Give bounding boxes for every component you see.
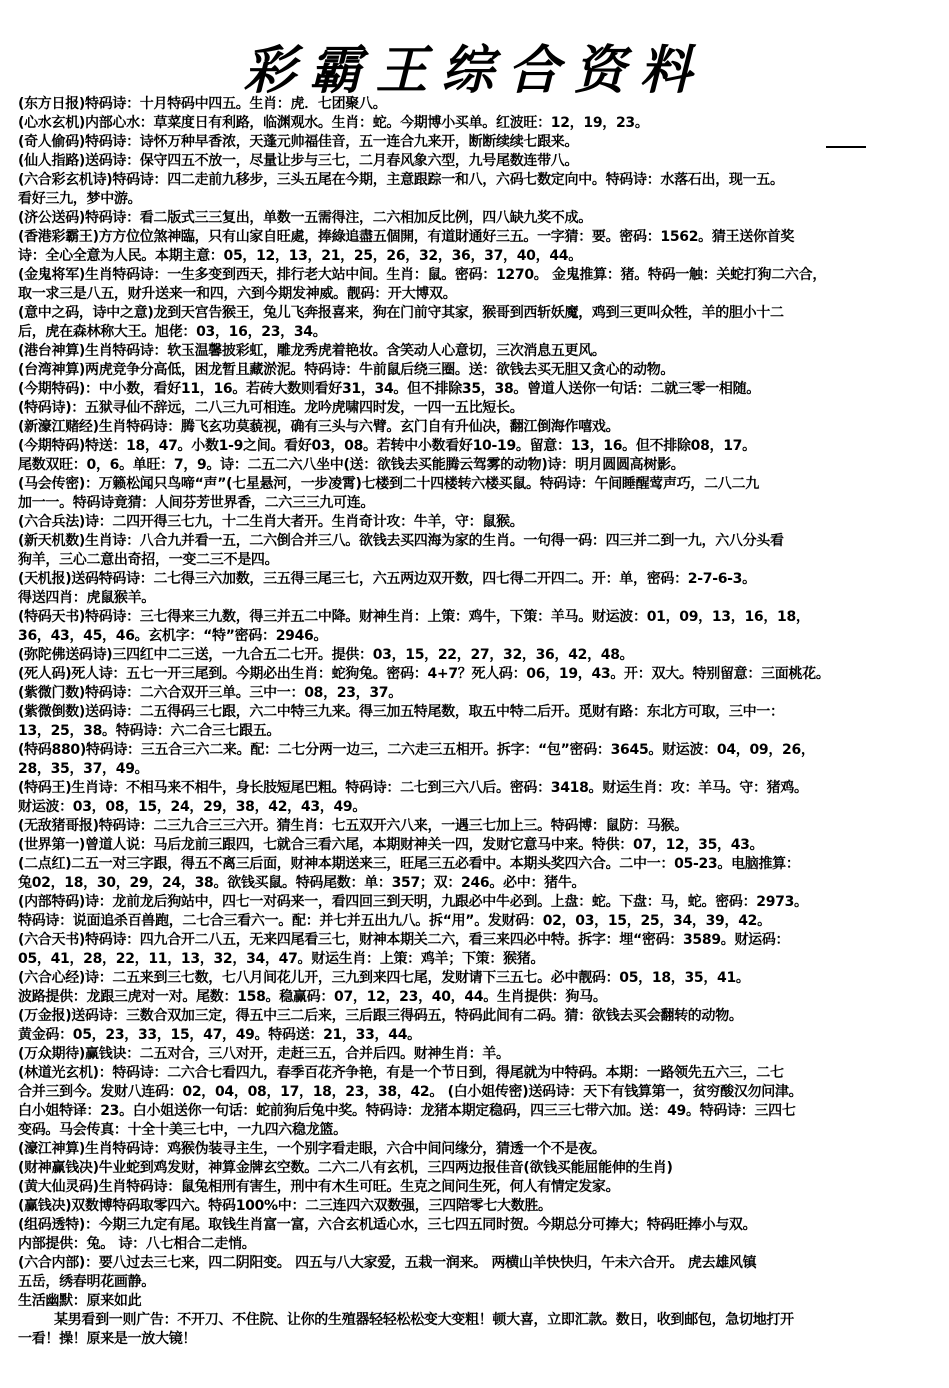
text-line: (濠江神算)生肖特码诗：鸡猴伪装寻主生，一个别字看走眼，六合中间问缘分，猜透一个不是夜。 — [18, 1141, 606, 1157]
text-line: 生活幽默：原来如此 — [18, 1293, 142, 1309]
text-line: 合并三到今。发财八连码：02，04，08，17，18，23，38，42。 (白小姐传密)送码诗：天下有钱算第一，贫穷酸汉勿问津。 — [18, 1084, 803, 1100]
text-line: (特码诗)：五狱寻仙不辞远，二八三九可相连。龙吟虎啸四时发，一四一五比短长。 — [18, 400, 524, 416]
text-line: 波路提供：龙跟三虎对一对。尾数：158。稳赢码：07，12，23，40，44。生肖提供：狗马。 — [18, 989, 607, 1005]
text-line: (六合天书)特码诗：四九合开二八五，无来四尾看三七，财神本期关二六，看三来四必中特。拆字：埋“密码：3589。财运码： — [18, 932, 790, 948]
text-line: 五岳，绣春明花画静。 — [18, 1274, 155, 1290]
text-line: 某男看到一则广告：不开刀、不住院、让你的生殖器轻轻松松变大变粗！顿大喜，立即汇款。数日，收到邮包，急切地打开 — [54, 1312, 794, 1328]
text-line: (济公送码)特码诗：看二版式三三复出，单数一五需得注，二六相加反比例，四八缺九奖不成。 — [18, 210, 592, 226]
text-line: 白小姐特译：23。白小姐送你一句话：蛇前狗后兔中奖。特码诗：龙猪本期定稳码，四三三七带六加。送：49。特码诗：三四七 — [18, 1103, 796, 1119]
text-line: (紫微门数)特码诗：二六合双开三单。三中一：08，23，37。 — [18, 685, 402, 701]
text-line: 05，41，28，22，11，13，32，34，47。财运生肖：上策：鸡羊；下策：猴猪。 — [18, 951, 545, 967]
text-line: (东方日报)特码诗：十月特码中四五。生肖：虎．七团聚八。 — [18, 96, 387, 112]
text-line: (六合内部)：要八过去三七来，四二阴阳变。 四五与八大家爱，五栽一润来。 两横山羊快快归，午未六合开。 虎去雄风镇 — [18, 1255, 757, 1271]
text-line: 13，25，38。特码诗：六二合三七跟五。 — [18, 723, 281, 739]
text-line: 黄金码：05，23，33，15，47，49。特码送：21，33，44。 — [18, 1027, 421, 1043]
text-line: (紫微倒数)送码诗：二五得码三七跟，六二中特三九来。得三加五特尾数，取五中特二后开。觅财有路：东北方可取，三中一： — [18, 704, 784, 720]
text-line: 兔02，18，30，29，24，38。欲钱买鼠。特码尾数：单：357；双：246。必中：猪牛。 — [18, 875, 586, 891]
text-line: (仙人指路)送码诗：保守四五不放一，尽量让步与三七，二月春风象六型，九号尾数连带八。 — [18, 153, 579, 169]
text-line: 诗：全心全意为人民。本期主意：05，12，13，21，25，26，32，36，37，40，44。 — [18, 248, 582, 264]
text-line: 看好三九，梦中游。 — [18, 191, 142, 207]
text-line: (马会传密)：万籁松闻只鸟啼“声”(七星悬河，一步凌霄)七楼到二十四楼转六楼买鼠。特码诗：午间睡醒莺声巧，二八二九 — [18, 476, 759, 492]
text-line: (二点红)二五一对三字跟，得五不离三后面，财神本期送来三，旺尾三五必看中。本期头奖四六合。二中一：05-23。电脑推算： — [18, 856, 800, 872]
text-line: (港台神算)生肖特码诗：软玉温馨披彩虹，雕龙秀虎着艳妆。含笑动人心意切，三次消息五更风。 — [18, 343, 606, 359]
text-line: (死人码)死人诗：五七一开三尾到。今期必出生肖：蛇狗兔。密码：4+7？死人码：06，19，43。开：双大。特别留意：三面桃花。 — [18, 666, 830, 682]
text-line: (今期特码)：中小数，看好11，16。若砖大数则看好31，34。但不排除35，38。曾道人送你一句话：二就三零一相随。 — [18, 381, 760, 397]
text-line: 财运波：03，08，15，24，29，38，42，43，49。 — [18, 799, 367, 815]
text-line: (特码天书)特码诗：三七得来三九数，得三并五二中降。财神生肖：上策：鸡牛，下策：羊马。财运波：01，09，13，16，18， — [18, 609, 810, 625]
page-title: 彩霸王综合资料 — [243, 40, 706, 101]
text-line: 加一一。特码诗竟猜：人间芬芳世界香，二六三三九可连。 — [18, 495, 375, 511]
text-line: (新天机数)生肖诗：八合九并看一五，二六倒合并三八。欲钱去买四海为家的生肖。一句得一码：四三并二到一九，六八分头看 — [18, 533, 784, 549]
text-line: (万众期待)赢钱诀：二五对合，三八对开，走赶三五，合并后四。财神生肖：羊。 — [18, 1046, 510, 1062]
text-line: (无敌猪哥报)特码诗：二三九合三三六开。猜生肖：七五双开六八来，一遇三七加上三。特码博：鼠防：马猴。 — [18, 818, 688, 834]
text-line: 特码诗：说面追杀百兽跑，二七合三看六一。配：并七并五出九八。拆“用”。发财码：02，03，15，25，34，39，42。 — [18, 913, 771, 929]
text-line: 得送四肖：虎鼠猴羊。 — [18, 590, 155, 606]
text-line: (内部特码)诗：龙前龙后狗站中，四七一对码来一，看四回三到天明，九跟必中牛必到。上盘：蛇。下盘：马，蛇。密码：2973。 — [18, 894, 808, 910]
text-line: 变码。马会传真：十全十美三七中，一九四六稳龙篮。 — [18, 1122, 347, 1138]
text-line: (台湾神算)两虎竞争分高低，困龙暂且藏淤泥。特码诗：牛前鼠后绕三圈。送：欲钱去买无胆又贪心的动物。 — [18, 362, 675, 378]
text-line: (新濠江赌经)生肖特码诗：腾飞玄功莫藐视，确有三头与六臂。玄门自有升仙决，翻江倒海作嘻戏。 — [18, 419, 620, 435]
text-line: (香港彩霸王)方方位位煞神臨，只有山家自旺處，捧綠追盡五個開，有道財通好三五。一字猜：要。密码：1562。猜王送你首奖 — [18, 229, 795, 245]
text-line: (特码王)生肖诗：不相马来不相牛，身长肢短尾巴粗。特码诗：二七到三六八后。密码：3418。财运生肖：攻：羊马。守：猪鸡。 — [18, 780, 808, 796]
text-line: 狗羊，三心二意出奇招，一变二三不是四。 — [18, 552, 279, 568]
text-line: (组码透特)：今期三九定有尾。取钱生肖富一富，六合玄机适心水，三七四五同时贺。今期总分可捧大；特码旺捧小与双。 — [18, 1217, 757, 1233]
text-line: (六合兵法)诗：二四开得三七九，十二生肖大者开。生肖奇计攻：牛羊，守：鼠猴。 — [18, 514, 524, 530]
text-line: (六合彩玄机诗)特码诗：四二走前九移步，三头五尾在今期，主意跟踪一和八，六码七数定向中。特码诗：水落石出，现一五。 — [18, 172, 784, 188]
text-line: (金鬼将军)生肖特码诗：一生多变到西天，排行老大站中间。生肖：鼠。密码：1270。 金鬼推算：猪。特码一触：关蛇打狗二六合， — [18, 267, 827, 283]
text-line: 后，虎在森林称大王。旭佬：03，16，23，34。 — [18, 324, 327, 340]
text-line: 28，35，37，49。 — [18, 761, 149, 777]
text-line: (六合心经)诗：二五来到三七数，七八月间花儿开，三九到来四七尾，发财请下三五七。必中靓码：05，18，35，41。 — [18, 970, 750, 986]
text-line: (天机报)送码特码诗：二七得三六加数，三五得三尾三七，六五两边双开数，四七得二开四二。开：单，密码：2-7-6-3。 — [18, 571, 756, 587]
text-line: 取一求三是八五，财升送来一和四，六到今期发神威。靓码：开大博双。 — [18, 286, 457, 302]
text-line: 36，43，45，46。玄机字：“特”密码：2946。 — [18, 628, 328, 644]
text-line: 内部提供：兔。 诗：八七相合二走悄。 — [18, 1236, 256, 1252]
text-line: (今期特码)特送：18，47。小数1-9之间。看好03，08。若转中小数看好10-19。留意：13，16。但不排除08，17。 — [18, 438, 756, 454]
text-line: 一看！操！原来是一放大镜！ — [18, 1331, 197, 1347]
text-line: (黄大仙灵码)生肖特码诗：鼠兔相刑有害生，刑中有木生可旺。生克之间问生死，何人有情定发家。 — [18, 1179, 620, 1195]
text-line: (奇人偷码)特码诗：诗怀万种早香浓，天蓬元帅福佳音，五一连合九来开，断断续续七跟来。 — [18, 134, 579, 150]
text-line: (财神赢钱决)牛业蛇到鸡发财，神算金牌玄空数。二六二八有玄机，三四两边报佳音(欲钱买能屈能伸的生肖) — [18, 1160, 673, 1176]
document-body — [18, 95, 933, 1349]
text-line: (特码880)特码诗：三五合三六二来。配：二七分两一边三，二六走三五相开。拆字：“包”密码：3645。财运波：04，09，26， — [18, 742, 815, 758]
text-line: (心水玄机)内部心水：草菜度日有利路，临渊观水。生肖：蛇。今期博小买单。红波旺：12，19，23。 — [18, 115, 649, 131]
text-line: (林道光玄机)：特码诗：二六合七看四九，春季百花齐争艳，有是一个节日到，得尾就为中特码。本期：一路领先五六三，二七 — [18, 1065, 784, 1081]
text-line: 尾数双旺：0，6。单旺：7，9。诗：二五二六八坐中(送：欲钱去买能腾云驾雾的动物)诗：明月圆圆高树影。 — [18, 457, 685, 473]
text-line: (万金报)送码诗：三数合双加三定，得五中三二后来，三后跟三得码五，特码此间有二码。猜：欲钱去买会翻转的动物。 — [18, 1008, 743, 1024]
text-line: (意中之码，诗中之意)龙到天宫告猴王，兔儿飞奔报喜来，狗在门前守其家，猴哥到西斩妖魔，鸡到三更叫众牲，羊的胆小十二 — [18, 305, 784, 321]
text-line: (弥陀佛送码诗)三四红中二三送，一九合五二七开。提供：03，15，22，27，32，36，42，48。 — [18, 647, 634, 663]
text-line: (世界第一)曾道人说：马后龙前三跟四，七就合三看六尾，本期财神关一四，发财它意马中来。特供：07，12，35，43。 — [18, 837, 764, 853]
text-line: (赢钱决)双数博特码取零四六。特码100%中：二三连四六双数强，三四陪零七大数胜。 — [18, 1198, 552, 1214]
